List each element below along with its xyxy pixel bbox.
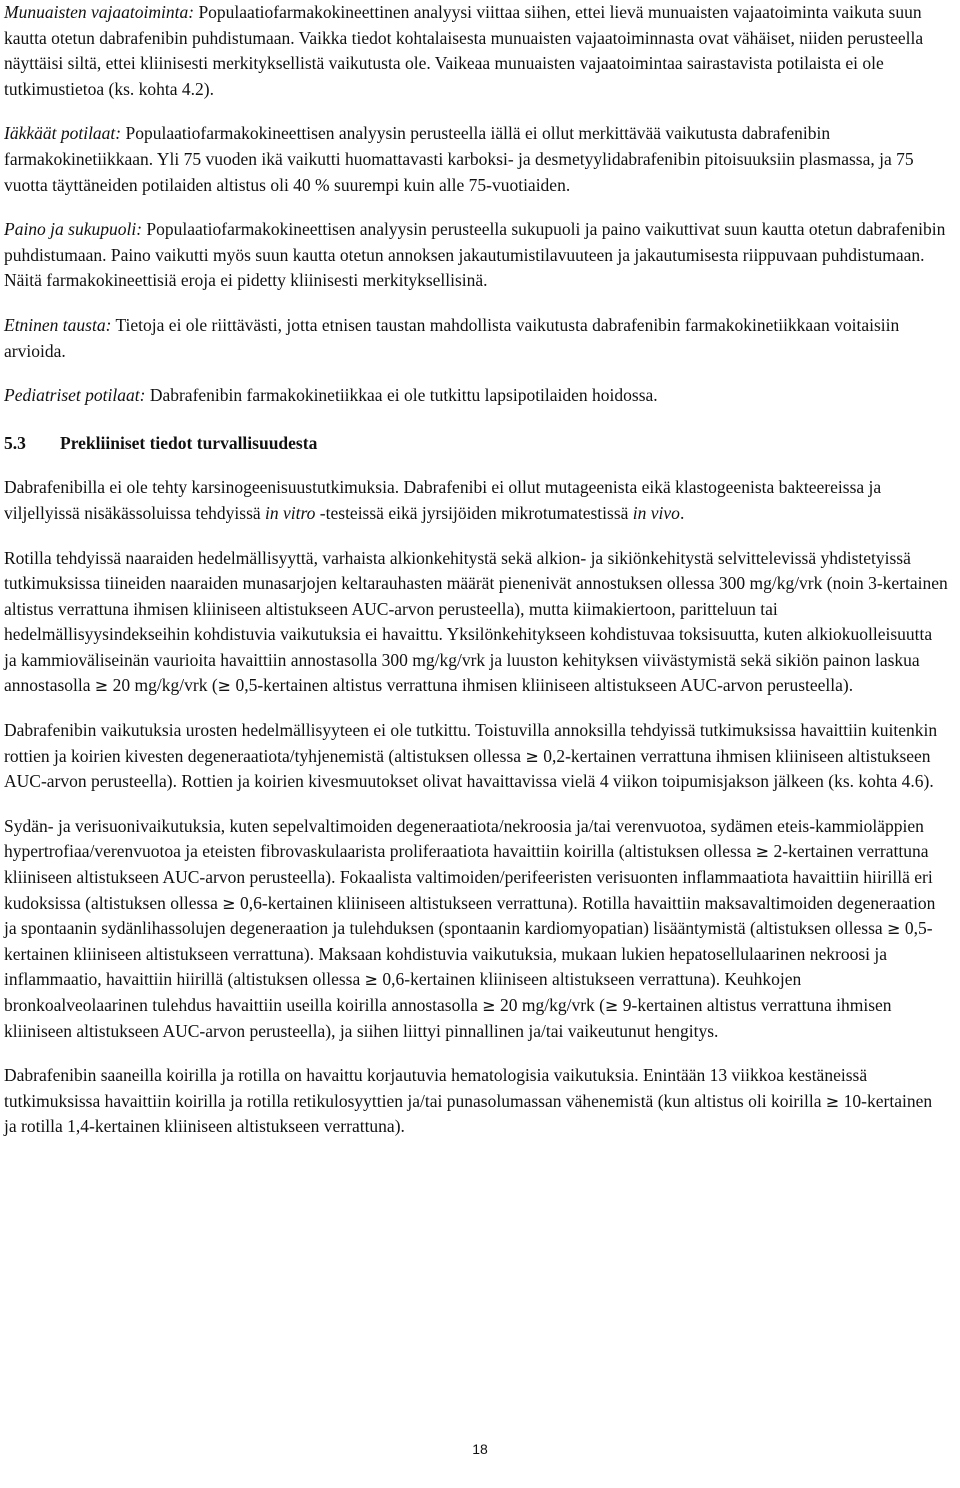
paragraph-female-fertility xyxy=(4,546,948,700)
text-pediatric: Dabrafenibin farmakokinetiikkaa ei ole tutkittu lapsipotilaiden hoidossa. xyxy=(145,385,658,406)
ge-symbol: ≥ xyxy=(482,996,496,1015)
paragraph-genotoxicity xyxy=(4,475,948,526)
ge-symbol: ≥ xyxy=(825,1091,840,1111)
cardio-text-5: 0,6-kertainen kliiniseen altistukseen verrattuna). Keuhkojen bronkoalveolaarinen tulehdus havaittiin useilla koirilla annostasolla xyxy=(4,969,802,1015)
ge-symbol: ≥ xyxy=(887,919,901,939)
section-number: 5.3 xyxy=(4,432,26,453)
text-ethnic: Tietoja ei ole riittävästi, jotta etnisen taustan mahdollista vaikutusta dabrafenibin farmakokinetiikkaan voitaisiin arvioida. xyxy=(4,314,900,361)
genotox-in-vitro: in vitro xyxy=(265,502,316,523)
hematology-text-2: 10-kertainen ja rotilla 1,4-kertainen kliiniseen altistukseen verrattuna). xyxy=(4,1090,933,1137)
label-weight-gender: Paino ja sukupuoli: xyxy=(4,219,143,240)
genotox-text-3: . xyxy=(679,502,685,523)
fertility-text-2: 20 mg/kg/vrk ( xyxy=(108,675,218,696)
fertility-text-3: 0,5-kertainen altistus verrattuna ihmisen kliiniseen altistukseen AUC-arvon perusteella). xyxy=(231,675,854,696)
ge-symbol: ≥ xyxy=(525,746,539,766)
ge-symbol: ≥ xyxy=(94,676,109,696)
cardio-text-2: 2-kertainen verrattuna kliiniseen altistukseen AUC-arvon perusteella). Fokaalista valtimoiden/perifeeristen verisuonten inflammaatiota havaittiin hiirillä eri kudoksissa (altistuksen ollessa xyxy=(4,841,933,913)
ge-symbol: ≥ xyxy=(755,842,770,862)
paragraph-hematology xyxy=(4,1063,948,1140)
cardio-text-6: 20 mg/kg/vrk ( xyxy=(495,995,605,1015)
page-number: 18 xyxy=(472,1441,488,1457)
cardio-text-1: Sydän- ja verisuonivaikutuksia, kuten sepelvaltimoiden degeneraatiota/nekroosia ja/tai verenvuotoa, sydämen eteis-kammioläppien hypertrofiaa/verenvuotoa ja eteisten fibrovaskulaarista proliferaatiota havaittiin koirilla (altistuksen ollessa xyxy=(4,815,924,862)
paragraph-weight-gender xyxy=(4,217,948,294)
text-renal: Populaatiofarmakokineettinen analyysi viittaa siihen, ettei lievä munuaisten vajaatoiminta vaikuta suun kautta otetun dabrafenibin puhdistumaan. Vaikka tiedot kohtalaisesta munuaisten vajaatoiminnasta ovat vähäiset, niiden perusteella näyttäisi siltä, ettei kliinisesti merkityksellistä vaikutusta ole. Vaikeaa munuaisten vajaatoimintaa sairastavista potilaista ei ole tutkimustietoa (ks. kohta 4.2). xyxy=(4,2,924,99)
label-pediatric: Pediatriset potilaat: xyxy=(4,385,146,406)
text-elderly: Populaatiofarmakokineettisen analyysin perusteella iällä ei ollut merkittävää vaikutusta dabrafenibin farmakokinetiikkaan. Yli 75 vuoden ikä vaikutti huomattavasti karboksi- ja desmetyylidabrafenibin pitoisuuksiin plasmassa, ja 75 vuotta täyttäneiden potilaiden altistus oli 40 % suurempi kuin alle 75-vuotiaiden. xyxy=(4,123,914,195)
cardio-text-7: 9-kertainen altistus verrattuna ihmisen kliiniseen altistukseen AUC-arvon perusteella), ja siihen liittyi pinnallinen ja/tai vaikeutunut hengitys. xyxy=(4,995,892,1041)
fertility-text-1: Rotilla tehdyissä naaraiden hedelmällisyyttä, varhaista alkionkehitystä sekä alkion- ja sikiönkehitystä selvittelevissä yhdistetyissä tutkimuksissa tiineiden naaraiden munasarjojen keltarauhasten määrät pienenivät annostuksen ollessa 300 mg/kg/vrk (noin 3-kertainen altistus verrattuna ihmisen kliiniseen altistukseen AUC-arvon perusteella), mutta kiimakiertoon, paritteluun tai hedelmällisyysindekseihin kohdistuvia vaikutuksia ei havaittu. Yksilönkehitykseen kohdistuvaa toksisuutta, kuten alkiokuolleisuutta ja kammioväliseinän vaurioita havaittiin annostasolla 300 mg/kg/vrk ja luuston kehityksen viivästymistä sekä sikiön painon laskua annostasolla xyxy=(4,547,948,696)
ge-symbol: ≥ xyxy=(605,996,619,1015)
cardio-text-3: 0,6-kertainen kliiniseen altistukseen verrattuna). Rotilla havaittiin maksavaltimoiden degeneraation ja spontaanin sydänlihassolujen degeneraation ja tulehduksen (spontaanin kardiomyopatian) lisääntymistä (altistuksen ollessa xyxy=(4,892,936,939)
label-renal: Munuaisten vajaatoiminta: xyxy=(4,2,195,22)
section-title: Prekliiniset tiedot turvallisuudesta xyxy=(60,432,318,453)
paragraph-elderly xyxy=(4,121,948,198)
cardio-text-4: 0,5-kertainen kliiniseen altistukseen verrattuna). Maksaan kohdistuvia vaikutuksia, mukaan lukien hepatosellulaarinen nekroosi ja inflammaatio, havaittiin hiirillä (altistuksen ollessa xyxy=(4,918,933,990)
text-weight-gender: Populaatiofarmakokineettisen analyysin perusteella sukupuoli ja paino vaikuttivat suun kautta otetun dabrafenibin puhdistumaan. Paino vaikutti myös suun kautta otetun annoksen jakautumistilavuuteen ja jakautumisesta riippuvaan puhdistumaan. Näitä farmakokineettisiä eroja ei pidetty kliinisesti merkityksellisinä. xyxy=(4,219,946,291)
paragraph-ethnic xyxy=(4,313,948,364)
genotox-text-1: Dabrafenibilla ei ole tehty karsinogeenisuustutkimuksia. Dabrafenibi ei ollut mutageenista eikä klastogeenista bakteereissa ja viljellyissä nisäkässoluissa tehdyissä xyxy=(4,477,882,523)
label-elderly: Iäkkäät potilaat: xyxy=(4,123,122,144)
document-page xyxy=(4,0,948,1140)
male-fertility-text-1: Dabrafenibin vaikutuksia urosten hedelmällisyyteen ei ole tutkittu. Toistuvilla annoksilla tehdyissä tutkimuksissa havaittiin kuitenkin rottien ja koirien kivesten degeneraatiota/tyhjenemistä (altistuksen ollessa xyxy=(4,720,938,766)
genotox-in-vivo: in vivo xyxy=(632,502,680,523)
paragraph-pediatric xyxy=(4,383,948,409)
ge-symbol: ≥ xyxy=(222,893,236,913)
ge-symbol: ≥ xyxy=(364,970,379,990)
paragraph-cardiovascular xyxy=(4,814,948,1044)
section-heading xyxy=(4,431,948,457)
hematology-text-1: Dabrafenibin saaneilla koirilla ja rotilla on havaittu korjautuvia hematologisia vaikutuksia. Enintään 13 viikkoa kestäneissä tutkimuksissa havaittiin koirilla ja rotilla retikulosyyttien ja/tai punasolumassan vähenemistä (kun altistus oli koirilla xyxy=(4,1065,868,1111)
ge-symbol: ≥ xyxy=(217,676,232,696)
label-ethnic: Etninen tausta: xyxy=(4,314,112,335)
genotox-text-2: -testeissä eikä jyrsijöiden mikrotumatestissä xyxy=(315,502,633,523)
paragraph-renal xyxy=(4,0,948,102)
paragraph-male-fertility xyxy=(4,718,948,795)
male-fertility-text-2: 0,2-kertainen verrattuna ihmisen kliiniseen altistukseen AUC-arvon perusteella). Rottien ja koirien kivesmuutokset olivat havaittavissa vielä 4 viikon toipumisjakson jälkeen (ks. kohta 4.6). xyxy=(4,745,934,792)
